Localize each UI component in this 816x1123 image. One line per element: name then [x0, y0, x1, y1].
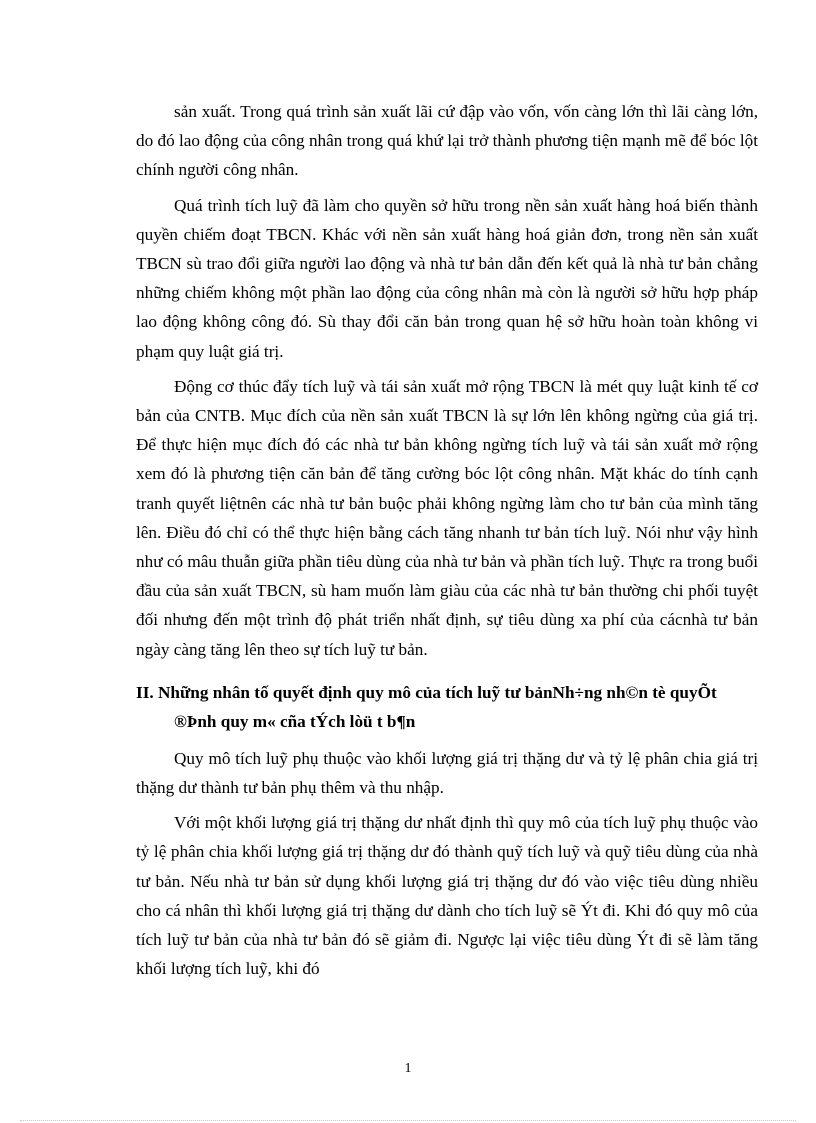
page-bottom-divider [20, 1120, 796, 1121]
page-number: 1 [404, 1061, 412, 1076]
section-heading-ii: II. Những nhân tố quyết định quy mô của tích luỹ tư bảnNh÷ng nh©n tè quyÕt ®Þnh quy m« cña tÝch lòü t b¶n [136, 682, 717, 731]
paragraph-surplus-division: Với một khối lượng giá trị thặng dư nhất định thì quy mô của tích luỹ phụ thuộc vào tỷ lệ phân chia khối lượng giá trị thặng dư đó thành quỹ tích luỹ và quỹ tiêu dùng của nhà tư bản. Nếu nhà tư bản sử dụng khối lượng giá trị thặng dư đó vào việc tiêu dùng nhiều cho cá nhân thì khối lượng giá trị thặng dư dành cho tích luỹ sẽ Ýt đi. Khi đó quy mô của tích luỹ tư bản của nhà tư bản đó sẽ giảm đi. Ngược lại việc tiêu dùng Ýt đi sẽ làm tăng khối lượng tích luỹ, khi đó [136, 813, 758, 979]
paragraph-ownership-transformation: Quá trình tích luỹ đã làm cho quyền sở hữu trong nền sản xuất hàng hoá biến thành quyền chiếm đoạt TBCN. Khác với nền sản xuất hàng hoá giản đơn, trong nền sản xuất TBCN sù trao đổi giữa người lao động và nhà tư bản dẫn đến kết quả là nhà tư bản chẳng những chiếm không một phần lao động của công nhân mà còn là người sở hữu hợp pháp lao động không công đó. Sù thay đổi căn bản trong quan hệ sở hữu hoàn toàn không vi phạm quy luật giá trị. [136, 195, 758, 361]
page-content [136, 97, 758, 983]
paragraph-scale-dependency: Quy mô tích luỹ phụ thuộc vào khối lượng giá trị thặng dư và tỷ lệ phân chia giá trị thặng dư thành tư bản phụ thêm và thu nhập. [136, 748, 758, 798]
paragraph-capital-accumulation-intro: sản xuất. Trong quá trình sản xuất lãi cứ đập vào vốn, vốn càng lớn thì lãi càng lớn, do đó lao động của công nhân trong quá khứ lại trở thành phương tiện mạnh mẽ để bóc lột chính người công nhân. [136, 102, 758, 180]
paragraph-accumulation-motive: Động cơ thúc đẩy tích luỹ và tái sản xuất mở rộng TBCN là mét quy luật kinh tế cơ bản của CNTB. Mục đích của nền sản xuất TBCN là sự lớn lên không ngừng của giá trị. Để thực hiện mục đích đó các nhà tư bản không ngừng tích luỹ và tái sản xuất mở rộng xem đó là phương tiện căn bản để tăng cường bóc lột công nhân. Mặt khác do tính cạnh tranh quyết liệtnên các nhà tư bản buộc phải không ngừng làm cho tư bản của mình tăng lên. Điều đó chỉ có thể thực hiện bằng cách tăng nhanh tư bản tích luỹ. Nói như vậy hình như có mâu thuẫn giữa phần tiêu dùng của nhà tư bản và phần tích luỹ. Thực ra trong buổi đầu của sản xuất TBCN, sù ham muốn làm giàu của các nhà tư bản thường chi phối tuyệt đối nhưng đến một trình độ phát triển nhất định, sự tiêu dùng xa phí của cácnhà tư bản ngày càng tăng lên theo sự tích luỹ tư bản. [136, 376, 758, 659]
